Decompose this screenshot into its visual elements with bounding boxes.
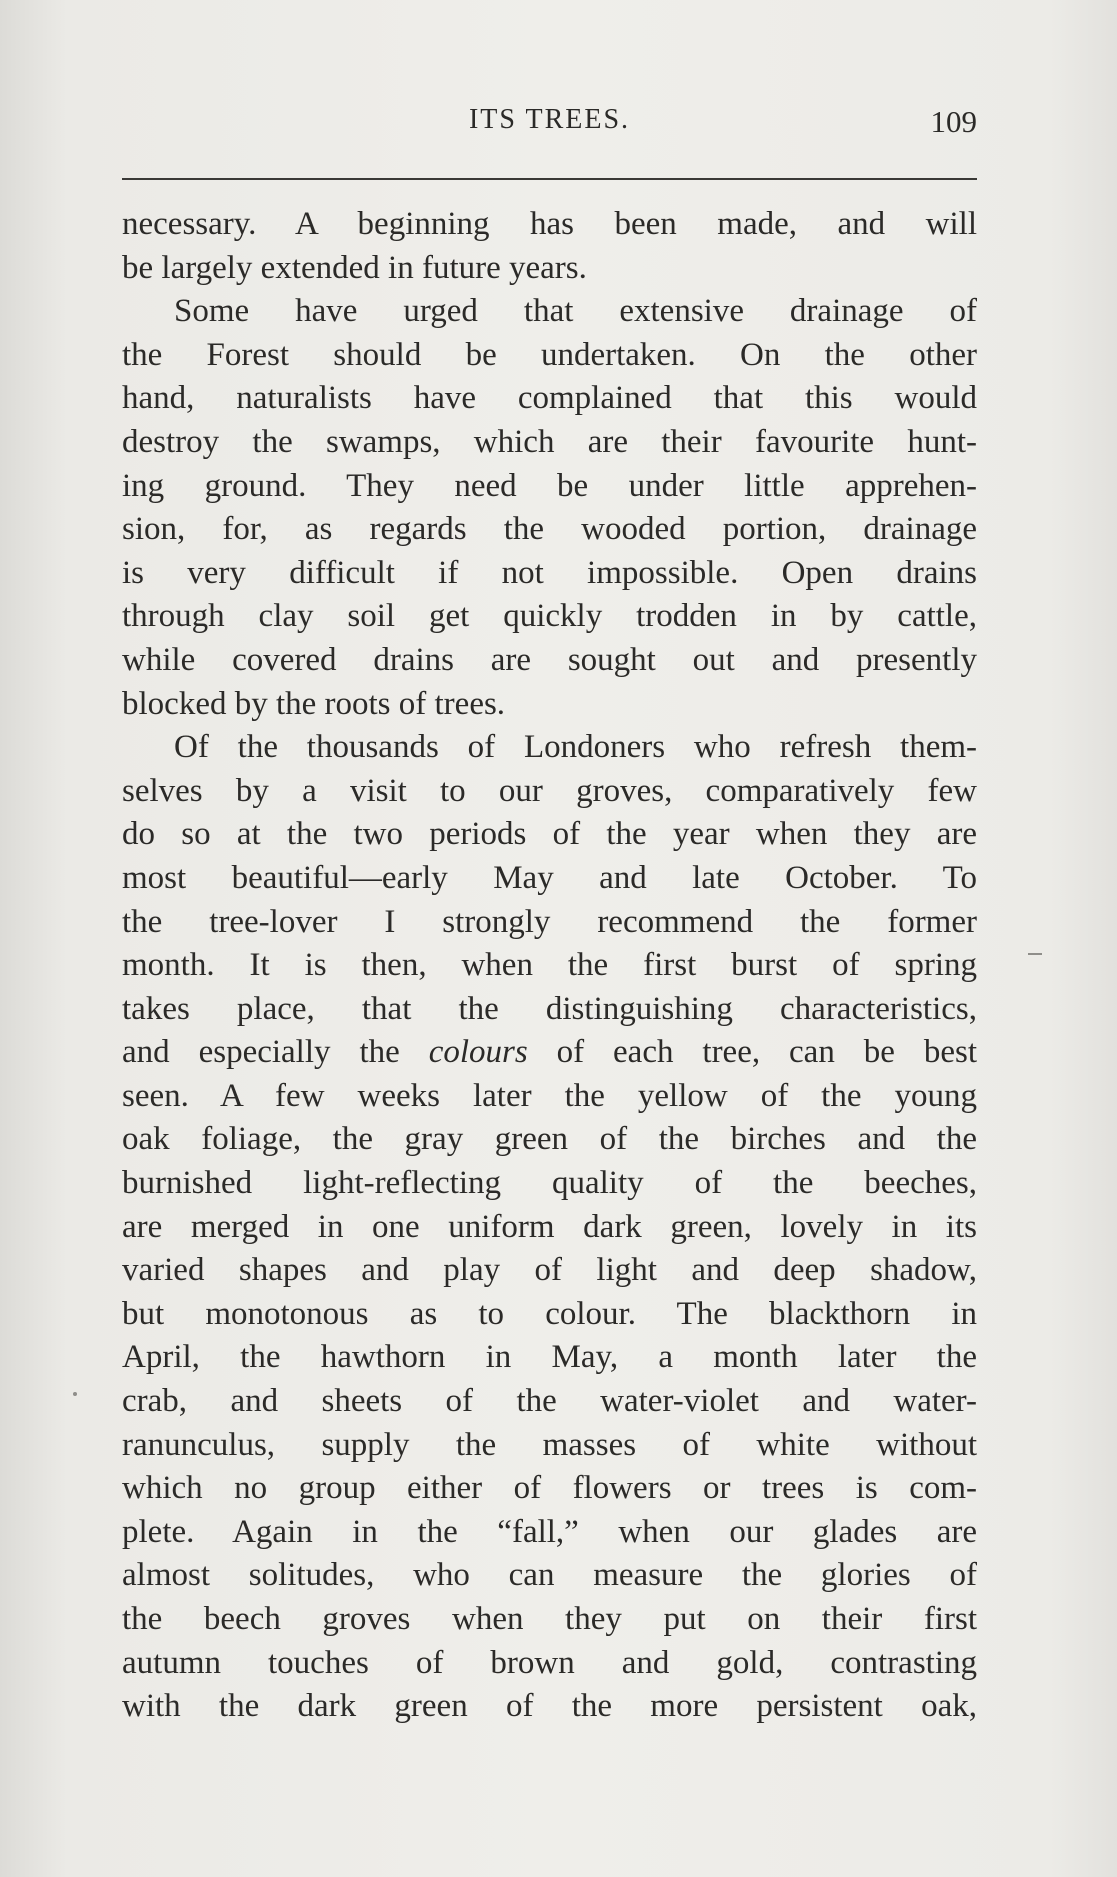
text-line: which no group either of flowers or trees is com- (122, 1470, 977, 1507)
italic-word: colours (428, 1034, 528, 1071)
running-title: ITS TREES. (468, 104, 631, 135)
text-line: almost solitudes, who can measure the glories of (122, 1557, 977, 1594)
text-line: most beautiful—early May and late October. To (122, 859, 977, 896)
text-line: seen. A few weeks later the yellow of the young (122, 1077, 977, 1114)
margin-mark (73, 1392, 77, 1396)
text-line: with the dark green of the more persistent oak, (122, 1688, 977, 1725)
text-line: are merged in one uniform dark green, lovely in its (122, 1208, 977, 1245)
text-line: crab, and sheets of the water-violet and water- (122, 1383, 977, 1420)
text-line: varied shapes and play of light and deep shadow, (122, 1252, 977, 1289)
running-head (122, 104, 977, 154)
text-line: hand, naturalists have complained that this would (122, 380, 977, 417)
header-rule (122, 178, 977, 180)
text-line: ing ground. They need be under little apprehen- (122, 467, 977, 504)
text-line: is very difficult if not impossible. Open drains (122, 554, 977, 591)
text-run: and especially the (122, 1034, 429, 1071)
text-line: be largely extended in future years. (122, 249, 587, 286)
text-line: month. It is then, when the first burst of spring (122, 947, 977, 984)
body-text (122, 203, 977, 1729)
text-line: the Forest should be undertaken. On the other (122, 336, 977, 373)
text-line: the beech groves when they put on their first (122, 1601, 977, 1637)
text-line: while covered drains are sought out and presently (122, 641, 977, 678)
text-line: necessary. A beginning has been made, and will (122, 206, 977, 242)
text-line: do so at the two periods of the year when they are (122, 816, 977, 853)
text-line: ranunculus, supply the masses of white without (122, 1426, 977, 1463)
text-line: but monotonous as to colour. The blackthorn in (122, 1295, 977, 1332)
text-line: plete. Again in the “fall,” when our glades are (122, 1513, 977, 1550)
text-run: of each tree, can be best (527, 1034, 977, 1071)
text-line: Of the thousands of Londoners who refresh them- (174, 729, 977, 766)
text-line: selves by a visit to our groves, comparatively few (122, 772, 977, 809)
margin-mark (1028, 953, 1042, 955)
text-line: takes place, that the distinguishing characteristics, (122, 990, 977, 1027)
text-line: autumn touches of brown and gold, contrasting (122, 1644, 977, 1681)
text-line (122, 1031, 977, 1075)
text-line: blocked by the roots of trees. (122, 685, 506, 722)
text-line: Some have urged that extensive drainage of (174, 293, 977, 330)
text-line: the tree-lover I strongly recommend the former (122, 903, 977, 940)
text-line: sion, for, as regards the wooded portion, drainage (122, 511, 977, 548)
text-line: burnished light-reflecting quality of the beeches, (122, 1165, 977, 1202)
text-line: through clay soil get quickly trodden in by cattle, (122, 598, 977, 635)
text-line: April, the hawthorn in May, a month later the (122, 1339, 977, 1376)
page-number: 109 (930, 104, 977, 139)
text-line: destroy the swamps, which are their favourite hunt- (122, 423, 977, 460)
text-line: oak foliage, the gray green of the birches and the (122, 1121, 977, 1158)
